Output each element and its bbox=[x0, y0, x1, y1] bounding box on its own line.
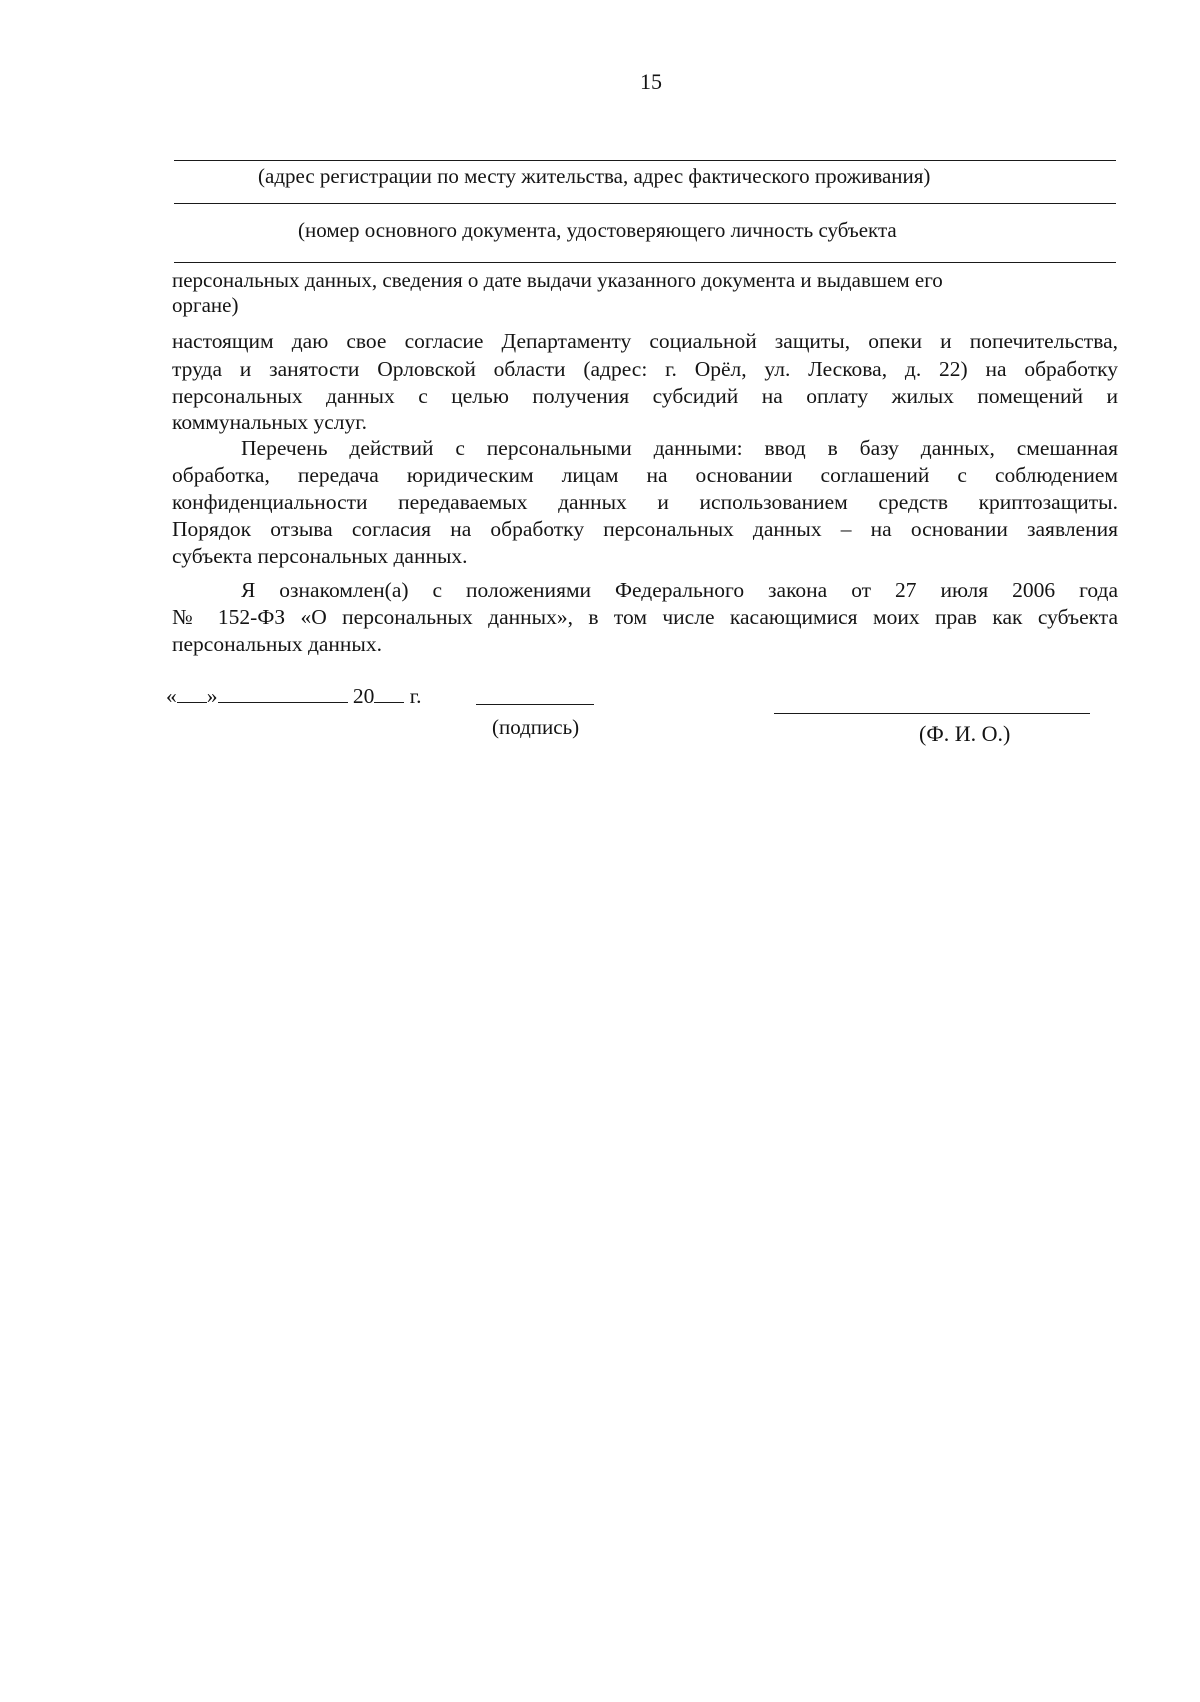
acknowledgement-line: Я ознакомлен(а) с положениями Федерального закона от 27 июля 2006 года bbox=[241, 578, 1118, 602]
month-blank[interactable] bbox=[218, 684, 348, 703]
actions-line: субъекта персональных данных. bbox=[172, 544, 468, 568]
date-close-quote: » bbox=[206, 684, 218, 708]
consent-line: персональных данных с целью получения субсидий на оплату жилых помещений и bbox=[172, 384, 1118, 408]
document-fill-line bbox=[174, 203, 1116, 204]
actions-line: Перечень действий с персональными данными: ввод в базу данных, смешанная bbox=[241, 436, 1118, 460]
consent-line: коммунальных услуг. bbox=[172, 410, 368, 434]
date-open-quote: « bbox=[166, 684, 177, 708]
consent-line: настоящим даю свое согласие Департаменту социальной защиты, опеки и попечительства, bbox=[172, 329, 1118, 353]
name-caption: (Ф. И. О.) bbox=[919, 721, 1011, 746]
actions-line: конфиденциальности передаваемых данных и использованием средств криптозащиты. bbox=[172, 490, 1118, 514]
signature-line bbox=[476, 704, 594, 705]
date-line bbox=[166, 684, 422, 708]
acknowledgement-line: персональных данных. bbox=[172, 632, 383, 656]
actions-line: обработка, передача юридическим лицам на основании соглашений с соблюдением bbox=[172, 463, 1118, 487]
actions-line: Порядок отзыва согласия на обработку персональных данных – на основании заявления bbox=[172, 517, 1118, 541]
document-fill-line-2 bbox=[174, 262, 1116, 263]
year-prefix: 20 bbox=[352, 684, 375, 708]
name-line bbox=[774, 713, 1090, 714]
consent-line: труда и занятости Орловской области (адрес: г. Орёл, ул. Лескова, д. 22) на обработку bbox=[172, 357, 1118, 381]
year-suffix: г. bbox=[409, 684, 422, 708]
document-caption-line-3: органе) bbox=[172, 293, 239, 317]
address-fill-line bbox=[174, 160, 1116, 161]
acknowledgement-line: № 152-ФЗ «О персональных данных», в том числе касающимися моих прав как субъекта bbox=[172, 605, 1118, 629]
day-blank[interactable] bbox=[177, 684, 207, 703]
document-caption-line-1: (номер основного документа, удостоверяющего личность субъекта bbox=[298, 218, 897, 242]
signature-caption: (подпись) bbox=[492, 715, 580, 739]
page-number: 15 bbox=[640, 69, 662, 94]
document-caption-line-2: персональных данных, сведения о дате выдачи указанного документа и выдавшем его bbox=[172, 268, 943, 292]
year-blank[interactable] bbox=[374, 684, 404, 703]
address-caption: (адрес регистрации по месту жительства, адрес фактического проживания) bbox=[258, 164, 931, 188]
